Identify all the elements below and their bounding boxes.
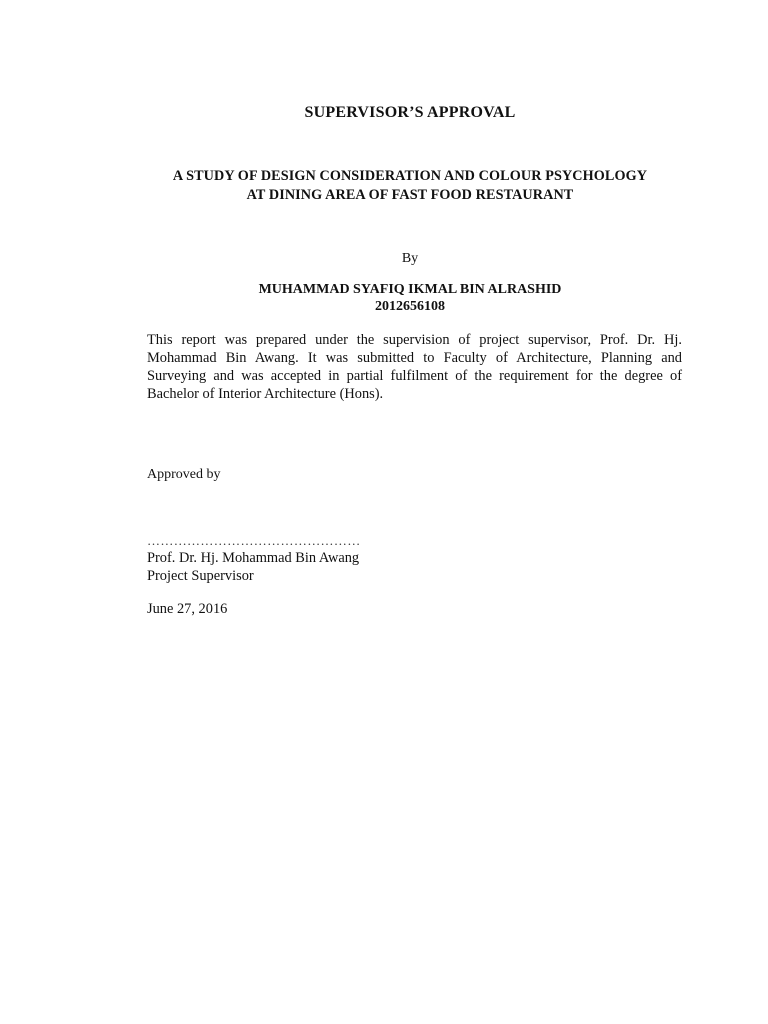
page-title: SUPERVISOR’S APPROVAL bbox=[304, 104, 516, 121]
student-id: 2012656108 bbox=[375, 299, 445, 314]
supervisor-role: Project Supervisor bbox=[147, 568, 254, 584]
by-label: By bbox=[401, 251, 419, 266]
supervisor-name: Prof. Dr. Hj. Mohammad Bin Awang bbox=[147, 550, 360, 566]
approved-by-label: Approved by bbox=[147, 467, 221, 482]
author-name: MUHAMMAD SYAFIQ IKMAL BIN ALRASHID bbox=[258, 282, 562, 297]
study-title-line-1: A STUDY OF DESIGN CONSIDERATION AND COLOUR PSYCHOLOGY bbox=[172, 168, 648, 184]
study-title-line-2: AT DINING AREA OF FAST FOOD RESTAURANT bbox=[246, 187, 574, 203]
signature-line: ………………………………………… bbox=[147, 533, 361, 548]
approval-date: June 27, 2016 bbox=[147, 601, 228, 617]
approval-statement: This report was prepared under the supervision of project supervisor, Prof. Dr. Hj. Mohammad Bin Awang. It was submitted to Faculty of Architecture, Planning and Surveying and was accepted in partial fulfilment of the requirement for the degree of Bachelor of Interior Architecture (Hons). bbox=[147, 332, 682, 402]
